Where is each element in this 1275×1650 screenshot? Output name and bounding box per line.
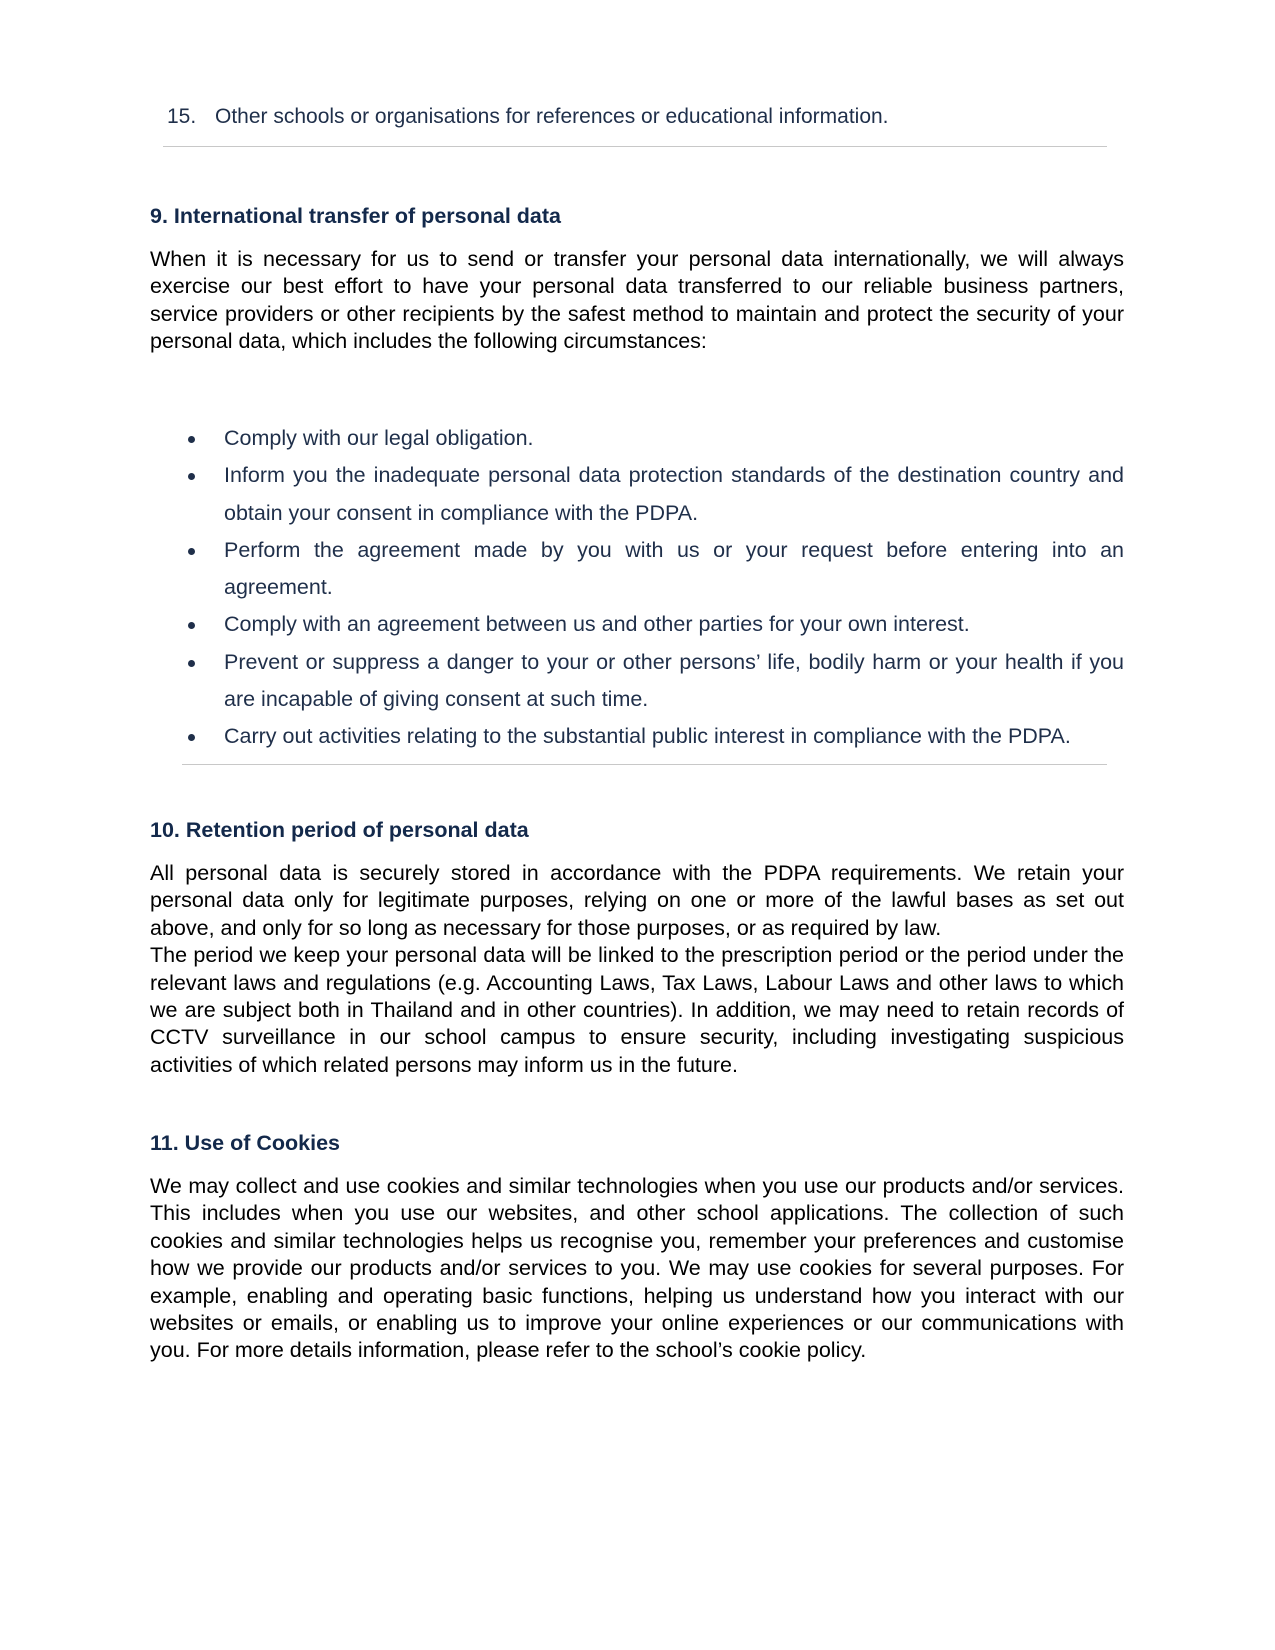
bullet-text: Perform the agreement made by you with us or your request before entering into an agreement. <box>224 537 1124 600</box>
section-11-paragraph <box>150 1173 1124 1365</box>
bullet-icon <box>188 660 195 667</box>
section-9-paragraph <box>150 246 1124 356</box>
list-item <box>150 606 1124 643</box>
list-item-text: Other schools or organisations for references or educational information. <box>215 105 889 128</box>
section-9-body: When it is necessary for us to send or transfer your personal data internationally, we will always exercise our best effort to have your personal data transferred to our reliable business partners, service providers or other recipients by the safest method to maintain and protect the security of your personal data, which includes the following circumstances: <box>150 247 1124 354</box>
section-11-body: We may collect and use cookies and similar technologies when you use our products and/or services. This includes when you use our websites, and other school applications. The collection of such cookies and similar technologies helps us recognise you, remember your preferences and customise how we provide our products and/or services to you. We may use cookies for several purposes. For example, enabling and operating basic functions, helping us understand how you interact with our websites or emails, or enabling us to improve your online experiences or our communications with you. For more details information, please refer to the school’s cookie policy. <box>150 1174 1124 1363</box>
list-item-number: 15. <box>167 105 197 128</box>
list-item <box>150 420 1124 457</box>
bullet-text: Prevent or suppress a danger to your or other persons’ life, bodily harm or your health if you are incapable of giving consent at such time. <box>224 649 1124 712</box>
section-10-heading: 10. Retention period of personal data <box>150 818 529 842</box>
section-9-heading: 9. International transfer of personal data <box>150 204 561 228</box>
section-divider <box>182 764 1107 765</box>
bullet-icon <box>188 436 195 443</box>
bullet-icon <box>188 548 195 555</box>
bullet-text: Inform you the inadequate personal data protection standards of the destination country and obtain your consent in compliance with the PDPA. <box>224 463 1124 525</box>
section-9-bullet-list <box>150 420 1124 756</box>
section-10-body-2: The period we keep your personal data will be linked to the prescription period or the period under the relevant laws and regulations (e.g. Accounting Laws, Tax Laws, Labour Laws and other laws to which we are subject both in Thailand and in other countries). In addition, we may need to retain records of CCTV surveillance in our school campus to ensure security, including investigating suspicious activities of which related persons may inform us in the future. <box>150 943 1124 1077</box>
bullet-icon <box>188 734 195 741</box>
section-10-paragraph <box>150 860 1124 1079</box>
bullet-icon <box>188 622 195 629</box>
bullet-text: Comply with our legal obligation. <box>224 426 534 450</box>
list-item <box>150 718 1124 755</box>
numbered-list-item <box>167 103 1127 131</box>
section-divider <box>163 146 1107 147</box>
section-10-body-1: All personal data is securely stored in accordance with the PDPA requirements. We retain your personal data only for legitimate purposes, relying on one or more of the lawful bases as set out above, and only for so long as necessary for those purposes, or as required by law. <box>150 861 1124 940</box>
section-11-heading: 11. Use of Cookies <box>150 1131 340 1155</box>
bullet-text: Carry out activities relating to the substantial public interest in compliance with the PDPA. <box>224 724 1071 749</box>
bullet-text: Comply with an agreement between us and other parties for your own interest. <box>224 612 970 637</box>
list-item <box>150 457 1124 532</box>
list-item <box>150 644 1124 719</box>
bullet-icon <box>188 473 195 480</box>
list-item <box>150 532 1124 607</box>
